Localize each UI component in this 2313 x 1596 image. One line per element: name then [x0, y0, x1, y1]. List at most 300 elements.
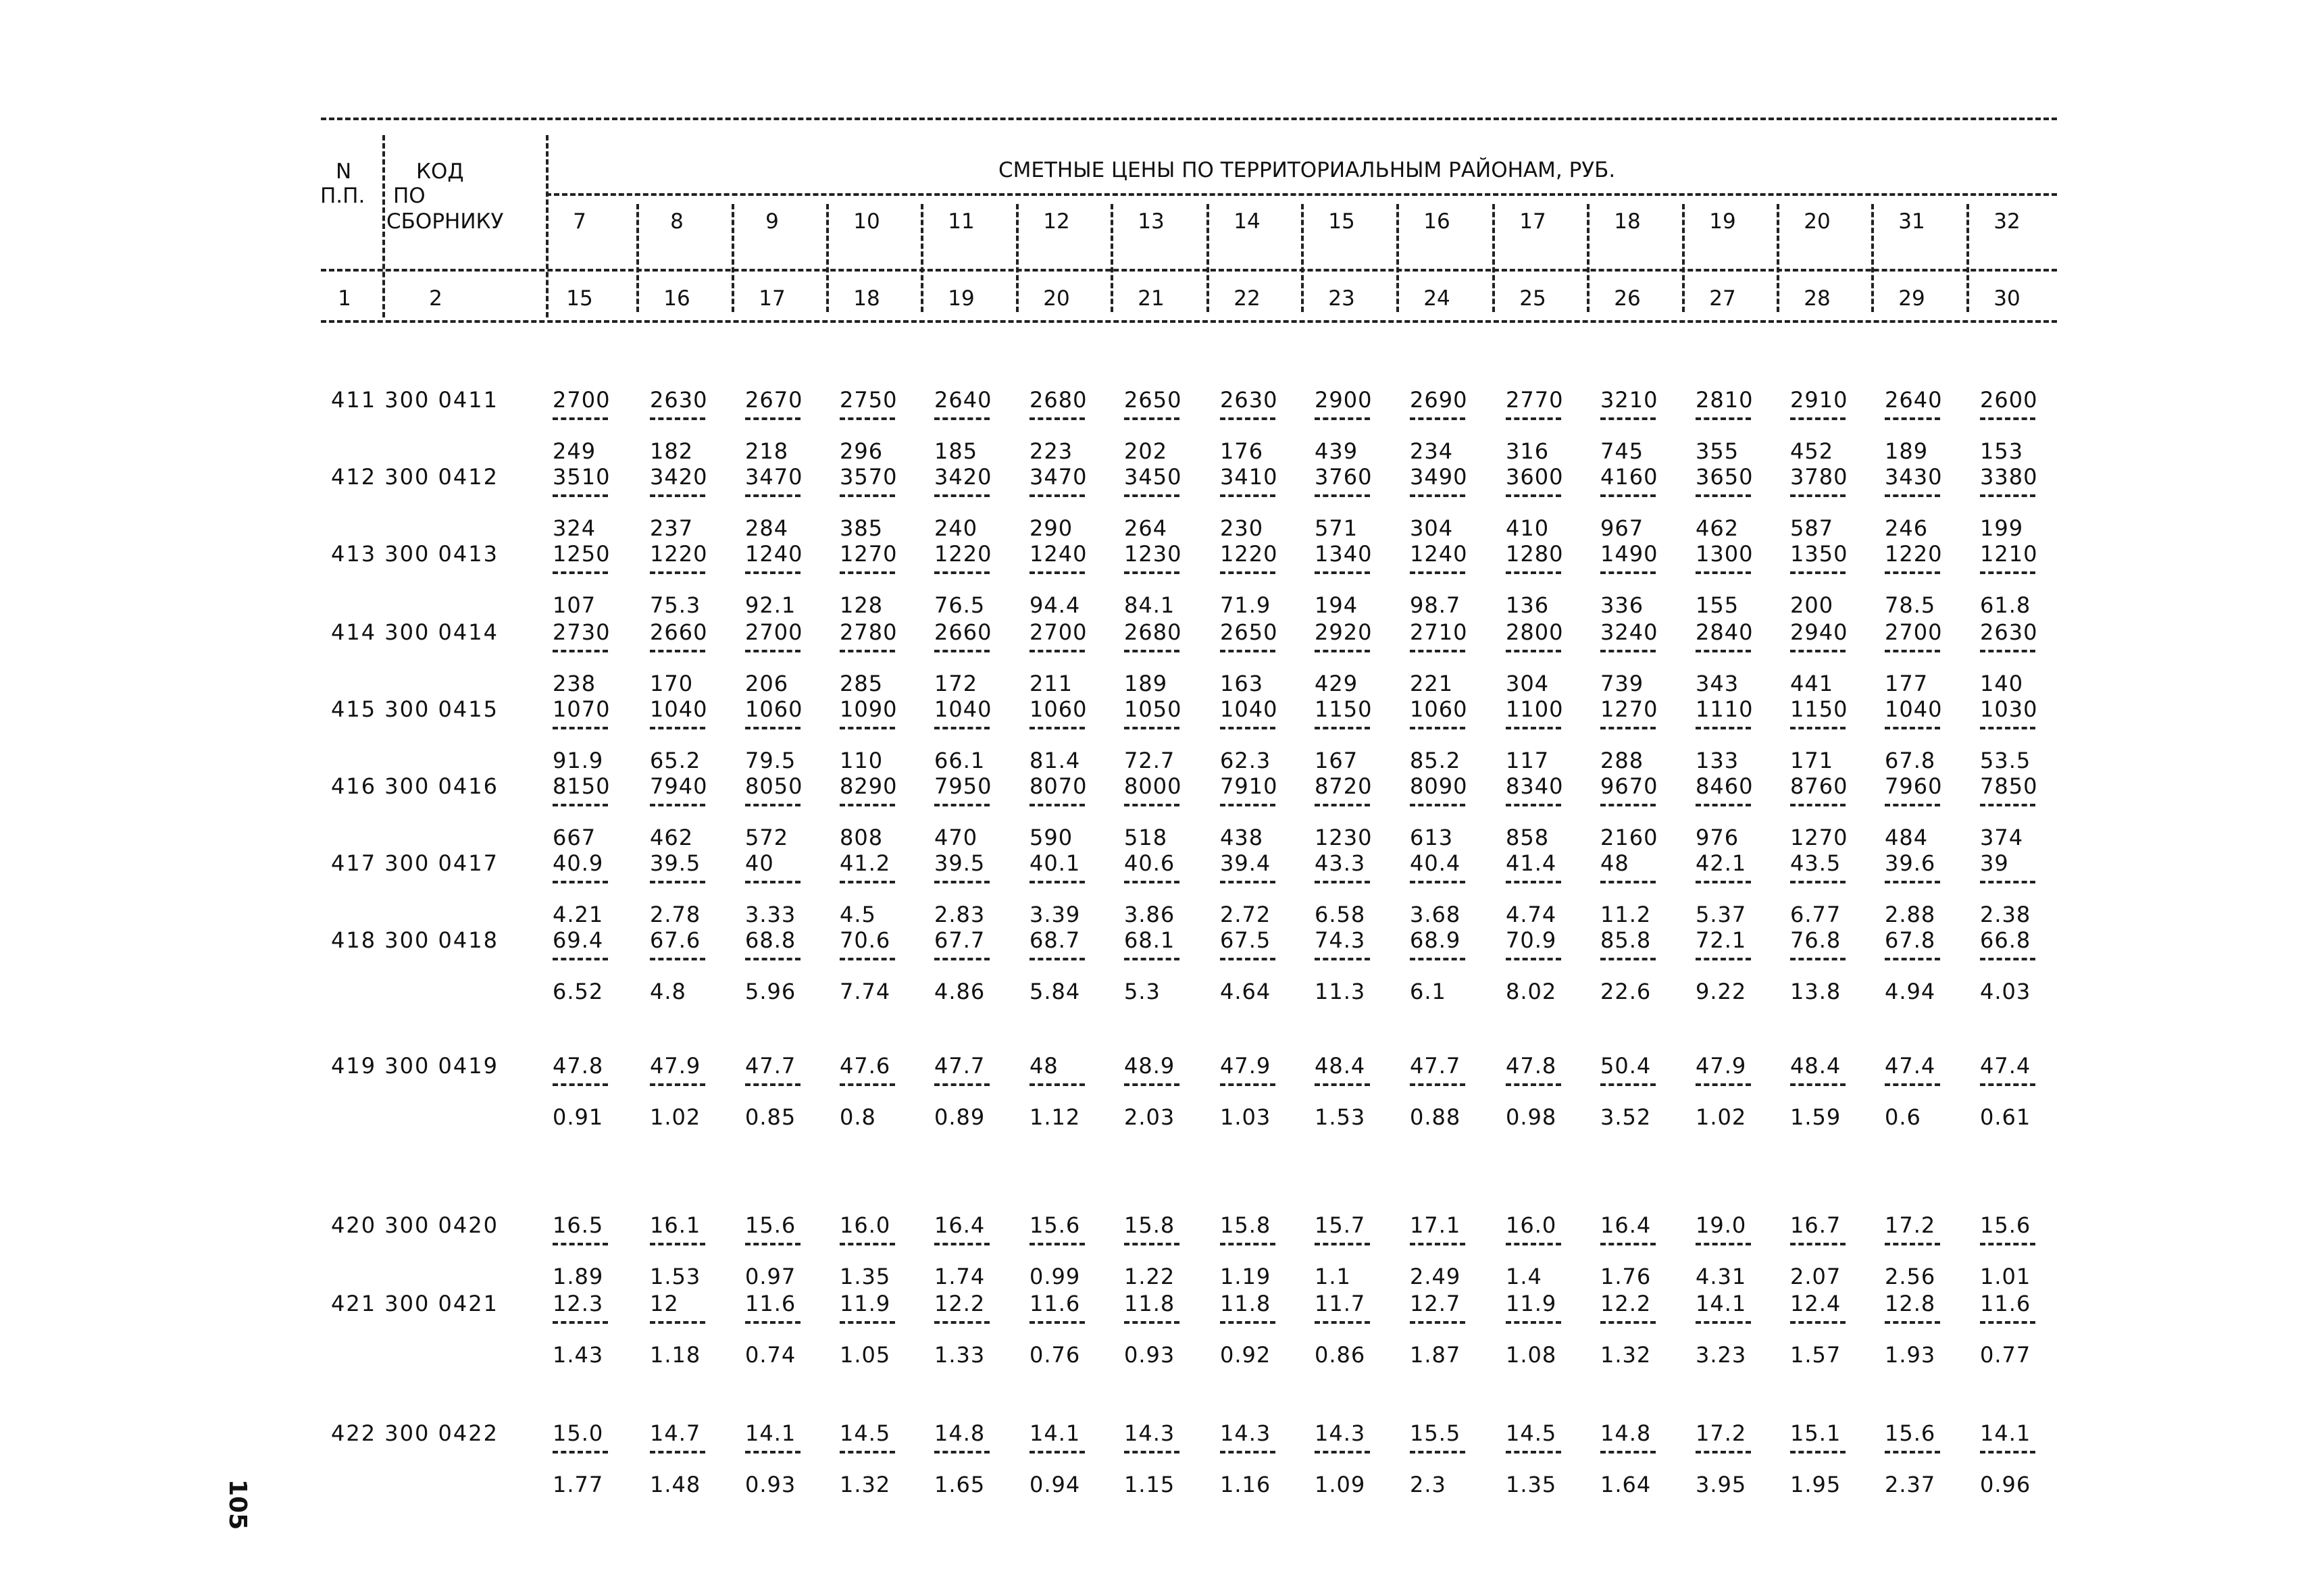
fraction-rule — [1696, 494, 1751, 497]
fraction-rule — [1124, 727, 1179, 729]
header-n-label-2: П.П. — [320, 184, 365, 208]
row-label — [331, 851, 499, 875]
price-value: 67.7 — [934, 927, 986, 953]
price-value: 2700 — [745, 619, 803, 645]
fraction-rule — [1315, 1083, 1370, 1086]
price-value-secondary: 1.32 — [840, 1472, 891, 1497]
fraction-rule — [1980, 494, 2035, 497]
price-value: 19.0 — [1696, 1212, 1747, 1238]
fraction-rule — [1980, 571, 2035, 574]
fraction-rule — [553, 958, 608, 960]
row-number: 413 — [331, 541, 377, 567]
price-value: 16.7 — [1790, 1212, 1841, 1238]
price-value-secondary: 133 — [1696, 748, 1739, 773]
price-value: 48.4 — [1315, 1053, 1366, 1079]
fraction-rule — [1885, 881, 1940, 883]
column-index-code: 2 — [429, 286, 442, 311]
fraction-rule — [1506, 881, 1561, 883]
price-value: 40.4 — [1410, 850, 1461, 876]
district-number: 31 — [1898, 209, 1925, 234]
fraction-rule — [1790, 727, 1846, 729]
price-value-secondary: 439 — [1315, 438, 1358, 464]
fraction-rule — [745, 881, 800, 883]
price-value-secondary: 4.86 — [934, 979, 986, 1004]
price-value-secondary: 234 — [1410, 438, 1454, 464]
price-value-secondary: 117 — [1506, 748, 1550, 773]
price-value: 16.4 — [1600, 1212, 1652, 1238]
fraction-rule — [553, 494, 608, 497]
fraction-rule — [745, 727, 800, 729]
district-divider — [1871, 204, 1874, 312]
price-value: 1100 — [1506, 696, 1564, 722]
price-value-secondary: 1.33 — [934, 1342, 986, 1368]
fraction-rule — [840, 727, 895, 729]
header-title: СМЕТНЫЕ ЦЕНЫ ПО ТЕРРИТОРИАЛЬНЫМ РАЙОНАМ, РУБ. — [998, 158, 1616, 182]
price-value-secondary: 107 — [553, 592, 596, 618]
price-value-secondary: 0.61 — [1980, 1104, 2031, 1130]
price-value-secondary: 1.15 — [1124, 1472, 1175, 1497]
price-value-secondary: 98.7 — [1410, 592, 1461, 618]
district-number: 14 — [1234, 209, 1261, 234]
price-value: 16.4 — [934, 1212, 986, 1238]
price-value: 1040 — [934, 696, 992, 722]
price-value-secondary: 1.35 — [1506, 1472, 1557, 1497]
fraction-rule — [934, 494, 990, 497]
fraction-rule — [1220, 1321, 1275, 1324]
price-value-secondary: 8.02 — [1506, 979, 1557, 1004]
price-value-secondary: 76.5 — [934, 592, 986, 618]
row-label — [331, 774, 499, 798]
price-value: 68.1 — [1124, 927, 1175, 953]
fraction-rule — [1315, 958, 1370, 960]
fraction-rule — [1124, 1451, 1179, 1453]
price-value: 8720 — [1315, 773, 1373, 799]
price-value-secondary: 22.6 — [1600, 979, 1652, 1004]
price-value: 3210 — [1600, 387, 1658, 413]
district-divider — [1111, 204, 1113, 312]
fraction-rule — [1790, 650, 1846, 652]
header-divider-n — [382, 135, 385, 317]
fraction-rule — [1506, 1083, 1561, 1086]
price-value-secondary: 0.88 — [1410, 1104, 1461, 1130]
price-value: 1060 — [1030, 696, 1088, 722]
price-value: 1110 — [1696, 696, 1754, 722]
row-label — [331, 1421, 499, 1445]
price-value: 2600 — [1980, 387, 2038, 413]
fraction-rule — [745, 958, 800, 960]
fraction-rule — [1885, 804, 1940, 806]
price-value-secondary: 5.37 — [1696, 902, 1747, 927]
fraction-rule — [1030, 650, 1085, 652]
price-value-secondary: 284 — [745, 515, 789, 541]
fraction-rule — [1790, 881, 1846, 883]
fraction-rule — [1124, 571, 1179, 574]
header-code-label: КОД — [416, 159, 464, 184]
fraction-rule — [553, 650, 608, 652]
district-divider — [636, 204, 639, 312]
fraction-rule — [1220, 417, 1275, 420]
price-value-secondary: 410 — [1506, 515, 1550, 541]
price-value: 11.6 — [745, 1291, 796, 1316]
row-code: 300 0419 — [384, 1053, 499, 1079]
price-value: 47.6 — [840, 1053, 891, 1079]
column-index: 25 — [1519, 286, 1546, 311]
price-value: 50.4 — [1600, 1053, 1652, 1079]
price-value: 14.1 — [745, 1420, 796, 1446]
row-number: 420 — [331, 1212, 377, 1238]
price-value-secondary: 140 — [1980, 671, 2024, 696]
fraction-rule — [1315, 571, 1370, 574]
fraction-rule — [1030, 1321, 1085, 1324]
row-code: 300 0420 — [384, 1212, 499, 1238]
fraction-rule — [1506, 494, 1561, 497]
price-value: 12.2 — [1600, 1291, 1652, 1316]
fraction-rule — [1885, 650, 1940, 652]
price-value: 2770 — [1506, 387, 1564, 413]
price-value: 15.7 — [1315, 1212, 1366, 1238]
fraction-rule — [1030, 804, 1085, 806]
fraction-rule — [1600, 571, 1656, 574]
district-divider — [1587, 204, 1590, 312]
price-value: 7950 — [934, 773, 992, 799]
fraction-rule — [1220, 958, 1275, 960]
fraction-rule — [1980, 1321, 2035, 1324]
price-value-secondary: 0.93 — [745, 1472, 796, 1497]
price-value: 48.9 — [1124, 1053, 1175, 1079]
price-value: 14.5 — [840, 1420, 891, 1446]
price-value: 17.2 — [1885, 1212, 1936, 1238]
row-label — [331, 388, 499, 412]
price-value-secondary: 84.1 — [1124, 592, 1175, 618]
price-value: 2700 — [1885, 619, 1943, 645]
row-code: 300 0411 — [384, 387, 499, 413]
district-number: 19 — [1709, 209, 1736, 234]
fraction-rule — [1790, 1083, 1846, 1086]
fraction-rule — [1315, 804, 1370, 806]
price-value-secondary: 290 — [1030, 515, 1073, 541]
price-value-secondary: 667 — [553, 825, 596, 850]
price-value: 1490 — [1600, 541, 1658, 567]
fraction-rule — [1885, 1243, 1940, 1245]
page-number: 105 — [224, 1479, 251, 1530]
fraction-rule — [1124, 650, 1179, 652]
price-value-secondary: 81.4 — [1030, 748, 1081, 773]
price-value-secondary: 91.9 — [553, 748, 604, 773]
price-value: 47.7 — [745, 1053, 796, 1079]
fraction-rule — [1030, 1243, 1085, 1245]
price-value: 39.4 — [1220, 850, 1271, 876]
price-value-secondary: 0.89 — [934, 1104, 986, 1130]
fraction-rule — [553, 1243, 608, 1245]
fraction-rule — [1790, 494, 1846, 497]
fraction-rule — [1885, 1083, 1940, 1086]
row-code: 300 0418 — [384, 927, 499, 953]
fraction-rule — [745, 494, 800, 497]
district-number: 10 — [853, 209, 880, 234]
price-value: 15.1 — [1790, 1420, 1841, 1446]
price-value-secondary: 79.5 — [745, 748, 796, 773]
fraction-rule — [1410, 1321, 1465, 1324]
price-value-secondary: 967 — [1600, 515, 1644, 541]
price-value-secondary: 72.7 — [1124, 748, 1175, 773]
price-value-secondary: 1.89 — [553, 1264, 604, 1289]
fraction-rule — [934, 571, 990, 574]
fraction-rule — [650, 571, 705, 574]
price-value: 3420 — [650, 464, 708, 490]
fraction-rule — [1124, 958, 1179, 960]
price-value-secondary: 249 — [553, 438, 596, 464]
price-value: 15.5 — [1410, 1420, 1461, 1446]
fraction-rule — [1124, 804, 1179, 806]
price-value-secondary: 67.8 — [1885, 748, 1936, 773]
fraction-rule — [1696, 417, 1751, 420]
district-divider — [1301, 204, 1304, 312]
fraction-rule — [1790, 417, 1846, 420]
price-value-secondary: 3.23 — [1696, 1342, 1747, 1368]
price-value-secondary: 470 — [934, 825, 978, 850]
fraction-rule — [745, 804, 800, 806]
price-value: 48 — [1600, 850, 1629, 876]
price-value: 67.6 — [650, 927, 701, 953]
price-value-secondary: 11.2 — [1600, 902, 1652, 927]
fraction-rule — [1600, 1451, 1656, 1453]
price-value: 2750 — [840, 387, 898, 413]
fraction-rule — [934, 1243, 990, 1245]
fraction-rule — [553, 1451, 608, 1453]
fraction-rule — [553, 1321, 608, 1324]
price-value-secondary: 1.01 — [1980, 1264, 2031, 1289]
fraction-rule — [934, 881, 990, 883]
price-value: 1270 — [840, 541, 898, 567]
price-value-secondary: 2.07 — [1790, 1264, 1841, 1289]
fraction-rule — [745, 1451, 800, 1453]
fraction-rule — [1124, 494, 1179, 497]
fraction-rule — [1124, 1243, 1179, 1245]
price-value-secondary: 11.3 — [1315, 979, 1366, 1004]
fraction-rule — [1124, 1321, 1179, 1324]
price-value-secondary: 1.12 — [1030, 1104, 1081, 1130]
fraction-rule — [1696, 1243, 1751, 1245]
fraction-rule — [650, 1321, 705, 1324]
price-value-secondary: 1.05 — [840, 1342, 891, 1368]
fraction-rule — [1220, 1451, 1275, 1453]
price-value: 17.1 — [1410, 1212, 1461, 1238]
price-value-secondary: 745 — [1600, 438, 1644, 464]
price-value-secondary: 0.91 — [553, 1104, 604, 1130]
fraction-rule — [1506, 727, 1561, 729]
fraction-rule — [650, 494, 705, 497]
fraction-rule — [934, 804, 990, 806]
price-value: 14.8 — [1600, 1420, 1652, 1446]
price-value-secondary: 1.74 — [934, 1264, 986, 1289]
price-value-secondary: 240 — [934, 515, 978, 541]
price-value-secondary: 128 — [840, 592, 884, 618]
price-value-secondary: 374 — [1980, 825, 2024, 850]
price-value: 3760 — [1315, 464, 1373, 490]
price-value-secondary: 6.52 — [553, 979, 604, 1004]
fraction-rule — [1790, 804, 1846, 806]
fraction-rule — [1885, 727, 1940, 729]
price-value-secondary: 1.64 — [1600, 1472, 1652, 1497]
price-value-secondary: 1.02 — [650, 1104, 701, 1130]
price-value-secondary: 221 — [1410, 671, 1454, 696]
price-value: 47.9 — [1220, 1053, 1271, 1079]
fraction-rule — [650, 650, 705, 652]
fraction-rule — [1315, 417, 1370, 420]
fraction-rule — [1220, 804, 1275, 806]
price-value-secondary: 304 — [1410, 515, 1454, 541]
fraction-rule — [840, 804, 895, 806]
price-value: 8340 — [1506, 773, 1564, 799]
price-value-secondary: 1.22 — [1124, 1264, 1175, 1289]
price-value-secondary: 518 — [1124, 825, 1168, 850]
fraction-rule — [553, 881, 608, 883]
price-value: 67.8 — [1885, 927, 1936, 953]
row-label — [331, 465, 499, 489]
price-value: 11.6 — [1030, 1291, 1081, 1316]
price-value: 14.5 — [1506, 1420, 1557, 1446]
price-value-secondary: 218 — [745, 438, 789, 464]
price-value: 2650 — [1220, 619, 1278, 645]
price-value-secondary: 3.33 — [745, 902, 796, 927]
price-value-secondary: 1.32 — [1600, 1342, 1652, 1368]
price-value-secondary: 355 — [1696, 438, 1739, 464]
price-value: 15.6 — [1980, 1212, 2031, 1238]
price-value: 2640 — [934, 387, 992, 413]
price-value: 1090 — [840, 696, 898, 722]
price-value-secondary: 136 — [1506, 592, 1550, 618]
price-value: 1280 — [1506, 541, 1564, 567]
fraction-rule — [745, 1083, 800, 1086]
price-value-secondary: 0.76 — [1030, 1342, 1081, 1368]
fraction-rule — [840, 1451, 895, 1453]
fraction-rule — [1980, 958, 2035, 960]
fraction-rule — [1696, 1451, 1751, 1453]
price-value: 2680 — [1124, 619, 1182, 645]
price-value-secondary: 238 — [553, 671, 596, 696]
price-value: 15.8 — [1220, 1212, 1271, 1238]
district-divider — [921, 204, 923, 312]
price-value: 2660 — [650, 619, 708, 645]
price-value-secondary: 62.3 — [1220, 748, 1271, 773]
fraction-rule — [1410, 1083, 1465, 1086]
price-value-secondary: 4.5 — [840, 902, 876, 927]
price-value-secondary: 3.39 — [1030, 902, 1081, 927]
price-value-secondary: 1.09 — [1315, 1472, 1366, 1497]
price-value-secondary: 0.93 — [1124, 1342, 1175, 1368]
price-value-secondary: 85.2 — [1410, 748, 1461, 773]
fraction-rule — [1030, 1083, 1085, 1086]
price-value: 47.8 — [553, 1053, 604, 1079]
fraction-rule — [1885, 571, 1940, 574]
price-value-secondary: 571 — [1315, 515, 1358, 541]
price-value: 15.6 — [745, 1212, 796, 1238]
price-value-secondary: 92.1 — [745, 592, 796, 618]
fraction-rule — [1410, 727, 1465, 729]
price-value-secondary: 230 — [1220, 515, 1264, 541]
price-value: 41.2 — [840, 850, 891, 876]
price-value: 14.3 — [1315, 1420, 1366, 1446]
district-divider — [826, 204, 829, 312]
row-number: 418 — [331, 927, 377, 953]
fraction-rule — [650, 727, 705, 729]
price-value: 2940 — [1790, 619, 1848, 645]
district-divider — [1206, 204, 1209, 312]
fraction-rule — [1315, 881, 1370, 883]
price-value-secondary: 53.5 — [1980, 748, 2031, 773]
price-value: 2700 — [1030, 619, 1088, 645]
price-value-secondary: 2.37 — [1885, 1472, 1936, 1497]
price-value: 8070 — [1030, 773, 1088, 799]
price-value: 11.7 — [1315, 1291, 1366, 1316]
price-value: 47.9 — [650, 1053, 701, 1079]
price-value-secondary: 1.35 — [840, 1264, 891, 1289]
column-index: 28 — [1804, 286, 1831, 311]
fraction-rule — [1506, 804, 1561, 806]
price-value-secondary: 1.57 — [1790, 1342, 1841, 1368]
price-value-secondary: 78.5 — [1885, 592, 1936, 618]
price-value-secondary: 7.74 — [840, 979, 891, 1004]
fraction-rule — [934, 958, 990, 960]
price-value-secondary: 2.49 — [1410, 1264, 1461, 1289]
fraction-rule — [1980, 650, 2035, 652]
price-value: 3600 — [1506, 464, 1564, 490]
column-index: 29 — [1898, 286, 1925, 311]
price-value-secondary: 66.1 — [934, 748, 986, 773]
price-value: 11.8 — [1220, 1291, 1271, 1316]
fraction-rule — [1980, 417, 2035, 420]
price-value-secondary: 2.3 — [1410, 1472, 1446, 1497]
price-value: 12 — [650, 1291, 679, 1316]
row-number: 416 — [331, 773, 377, 799]
fraction-rule — [1410, 958, 1465, 960]
price-value-secondary: 2.72 — [1220, 902, 1271, 927]
price-value: 3470 — [1030, 464, 1088, 490]
fraction-rule — [1600, 417, 1656, 420]
fraction-rule — [934, 727, 990, 729]
price-value-secondary: 0.98 — [1506, 1104, 1557, 1130]
fraction-rule — [745, 417, 800, 420]
fraction-rule — [1600, 958, 1656, 960]
fraction-rule — [840, 571, 895, 574]
price-value-secondary: 6.58 — [1315, 902, 1366, 927]
price-value-secondary: 1.76 — [1600, 1264, 1652, 1289]
district-divider — [1396, 204, 1399, 312]
district-divider — [1966, 204, 1969, 312]
fraction-rule — [1980, 1083, 2035, 1086]
price-value-secondary: 2.83 — [934, 902, 986, 927]
fraction-rule — [934, 1321, 990, 1324]
fraction-rule — [1030, 417, 1085, 420]
price-value: 7910 — [1220, 773, 1278, 799]
price-value: 2900 — [1315, 387, 1373, 413]
price-value: 1060 — [1410, 696, 1468, 722]
price-value: 2630 — [1220, 387, 1278, 413]
fraction-rule — [553, 1083, 608, 1086]
fraction-rule — [553, 727, 608, 729]
fraction-rule — [745, 1321, 800, 1324]
price-value: 1300 — [1696, 541, 1754, 567]
price-value-secondary: 462 — [1696, 515, 1739, 541]
price-value: 3470 — [745, 464, 803, 490]
row-code: 300 0422 — [384, 1420, 499, 1446]
header-top-rule — [321, 118, 2057, 120]
price-value: 1040 — [650, 696, 708, 722]
price-value-secondary: 1.95 — [1790, 1472, 1841, 1497]
fraction-rule — [650, 881, 705, 883]
column-index: 16 — [663, 286, 690, 311]
price-value: 16.0 — [1506, 1212, 1557, 1238]
